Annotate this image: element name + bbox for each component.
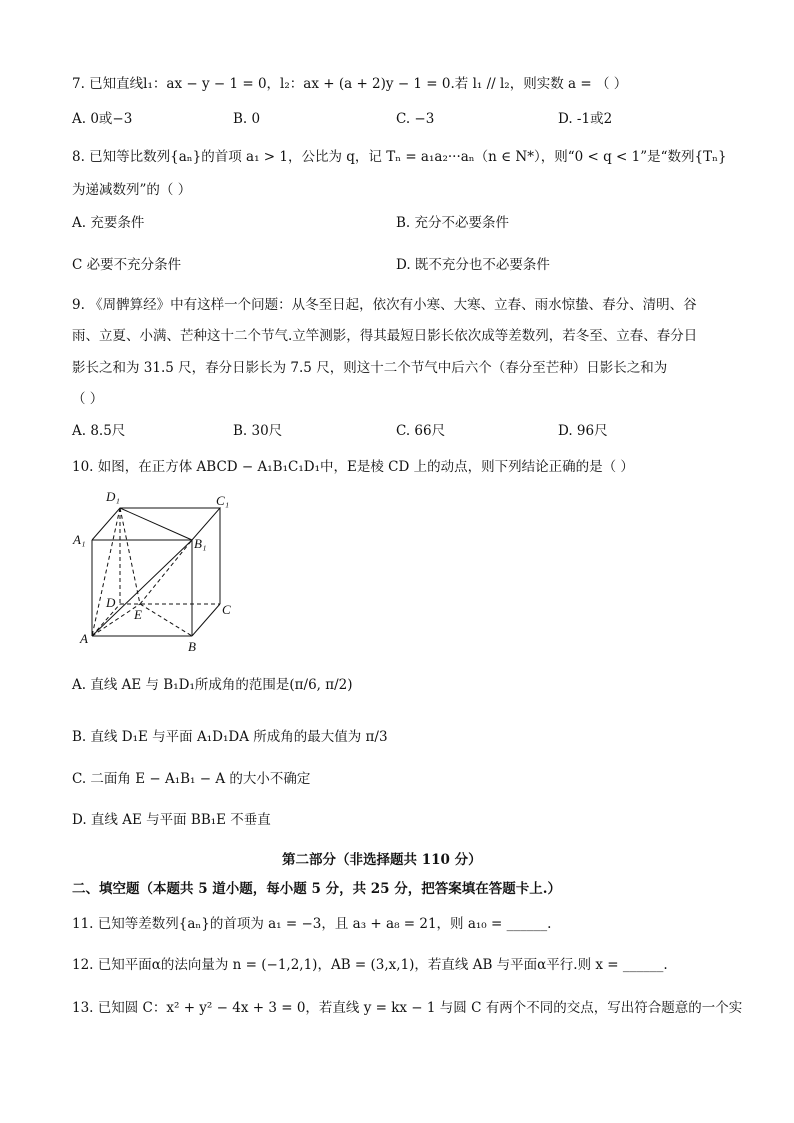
q9-stem-line1: 9. 《周髀算经》中有这样一个问题：从冬至日起，依次有小寒、大寒、立春、雨水惊蛰、春分、清明、谷 xyxy=(72,297,697,313)
q8-option-b: B. 充分不必要条件 xyxy=(396,215,510,231)
q10-option-d: D. 直线 AE 与平面 BB₁E 不垂直 xyxy=(72,812,271,828)
segment-e-b xyxy=(140,604,192,636)
label-a1: A₁ xyxy=(73,532,86,547)
q9-option-a: A. 8.5尺 xyxy=(72,423,126,439)
q7-option-d: D. -1或2 xyxy=(558,111,613,127)
q7-option-a: A. 0或−3 xyxy=(72,111,133,127)
part2-title: 第二部分（非选择题共 110 分） xyxy=(282,852,482,868)
segment-a-b1 xyxy=(92,540,192,636)
q7-stem: 7. 已知直线l₁：ax − y − 1 = 0，l₂：ax + (a + 2)y − 1 = 0.若 l₁ // l₂，则实数 a = （ ） xyxy=(72,76,628,92)
segment-d1-e xyxy=(120,508,140,604)
q12: 12. 已知平面α的法向量为 n = (−1,2,1)，AB = (3,x,1)，若直线 AB 与平面α平行.则 x = ______. xyxy=(72,957,668,973)
cube-figure xyxy=(72,486,247,656)
q9-stem-line4: （ ） xyxy=(72,391,104,407)
q9-option-b: B. 30尺 xyxy=(233,423,283,439)
q11: 11. 已知等差数列{aₙ}的首项为 a₁ = −3，且 a₃ + a₈ = 21，则 a₁₀ = ______. xyxy=(72,916,552,932)
q9-stem-line2: 雨、立夏、小满、芒种这十二个节气.立竿测影，得其最短日影长依次成等差数列，若冬至、立春、春分日 xyxy=(72,328,698,344)
q7-option-b: B. 0 xyxy=(233,111,261,127)
label-b1: B₁ xyxy=(194,536,207,551)
section2-title: 二、填空题（本题共 5 道小题，每小题 5 分，共 25 分，把答案填在答题卡上.） xyxy=(72,881,561,897)
label-c1: C₁ xyxy=(216,493,230,508)
q10-stem: 10. 如图，在正方体 ABCD − A₁B₁C₁D₁中，E是棱 CD 上的动点，则下列结论正确的是（ ） xyxy=(72,459,634,475)
q8-option-d: D. 既不充分也不必要条件 xyxy=(396,257,550,273)
segment-d1-b1 xyxy=(120,508,192,540)
label-d: D xyxy=(106,595,116,610)
q10-option-a: A. 直线 AE 与 B₁D₁所成角的范围是(π/6, π/2) xyxy=(72,677,353,693)
segment-e-b1 xyxy=(140,540,192,604)
q13: 13. 已知圆 C：x² + y² − 4x + 3 = 0，若直线 y = kx − 1 与圆 C 有两个不同的交点，写出符合题意的一个实 xyxy=(72,1000,743,1016)
label-b: B xyxy=(188,639,196,654)
q8-option-a: A. 充要条件 xyxy=(72,215,145,231)
edge-b-c xyxy=(192,604,220,636)
label-e: E xyxy=(134,607,142,622)
q9-stem-line3: 影长之和为 31.5 尺，春分日影长为 7.5 尺，则这十二个节气中后六个（春分至芒种）日影长之和为 xyxy=(72,360,668,376)
q9-option-d: D. 96尺 xyxy=(558,423,608,439)
q7-option-c: C. −3 xyxy=(396,111,435,127)
segment-d1-a xyxy=(92,508,120,636)
q8-option-c: C 必要不充分条件 xyxy=(72,257,182,273)
q8-stem-line2: 为递减数列”的（ ） xyxy=(72,182,192,198)
label-d1: D₁ xyxy=(106,489,120,504)
q10-option-c: C. 二面角 E − A₁B₁ − A 的大小不确定 xyxy=(72,771,311,787)
q9-option-c: C. 66尺 xyxy=(396,423,446,439)
label-a: A xyxy=(80,631,88,646)
q10-option-b: B. 直线 D₁E 与平面 A₁D₁DA 所成角的最大值为 π/3 xyxy=(72,729,388,745)
label-c: C xyxy=(222,602,231,617)
q8-stem-line1: 8. 已知等比数列{aₙ}的首项 a₁ > 1，公比为 q，记 Tₙ = a₁a₂···aₙ（n ∈ N*），则“0 < q < 1”是“数列{Tₙ} xyxy=(72,149,727,165)
